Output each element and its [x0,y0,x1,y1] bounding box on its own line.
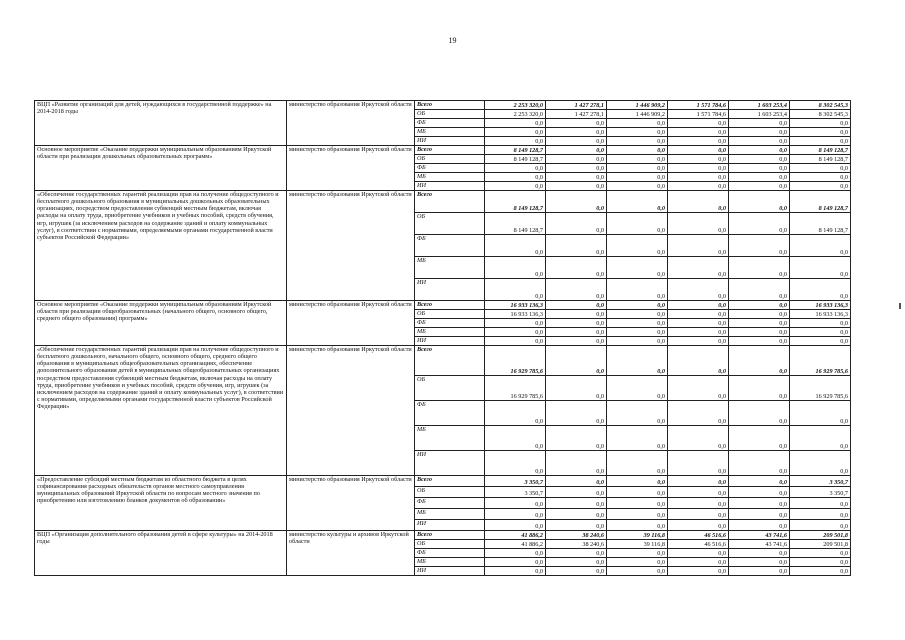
amount-cell: 0,0 [607,279,668,301]
amount-cell: 0,0 [607,476,668,487]
funding-source: Всего [415,346,485,376]
executor: министерство образования Иркутской области [287,476,415,531]
amount-cell: 0,0 [790,137,851,146]
measure-name: ВЦП «Развитие организаций для детей, нуждающихся в государственной поддержке» на 2014-2018 годы [35,101,287,146]
amount-cell: 0,0 [729,173,790,182]
amount-cell: 0,0 [668,451,729,476]
amount-cell: 0,0 [546,164,607,173]
amount-cell: 16 929 785,6 [485,346,546,376]
amount-cell: 0,0 [607,376,668,401]
funding-source: МБ [415,128,485,137]
amount-cell: 0,0 [485,164,546,173]
amount-cell: 0,0 [790,558,851,567]
funding-source: ИИ [415,279,485,301]
amount-cell: 0,0 [729,401,790,426]
amount-cell: 0,0 [607,128,668,137]
funding-source: МБ [415,328,485,337]
amount-cell: 0,0 [729,319,790,328]
amount-cell: 0,0 [668,337,729,346]
amount-cell: 0,0 [729,520,790,531]
amount-cell: 43 741,6 [729,531,790,540]
amount-cell: 0,0 [668,164,729,173]
amount-cell: 3 350,7 [485,487,546,498]
amount-cell: 0,0 [485,182,546,191]
amount-cell: 0,0 [790,164,851,173]
amount-cell: 0,0 [729,301,790,310]
amount-cell: 2 253 320,0 [485,110,546,119]
amount-cell: 0,0 [485,498,546,509]
amount-cell: 1 603 253,4 [729,101,790,110]
executor: министерство образования Иркутской области [287,346,415,476]
amount-cell: 0,0 [668,128,729,137]
amount-cell: 0,0 [607,520,668,531]
amount-cell: 0,0 [485,509,546,520]
amount-cell: 0,0 [485,328,546,337]
amount-cell: 0,0 [485,119,546,128]
amount-cell: 0,0 [729,346,790,376]
amount-cell: 0,0 [790,279,851,301]
amount-cell: 0,0 [668,487,729,498]
amount-cell: 0,0 [790,549,851,558]
margin-mark [899,303,901,309]
amount-cell: 0,0 [546,337,607,346]
amount-cell: 0,0 [668,476,729,487]
amount-cell: 0,0 [668,319,729,328]
amount-cell: 0,0 [546,301,607,310]
measure-name: «Предоставление субсидий местным бюджетам из областного бюджета в целях софинансирования расходных обязательств органов местного самоуправления муниципальных образований Иркутской области по вопросам местного значения по приобретению или изготовлению бланков документов об образовании» [35,476,287,531]
amount-cell: 0,0 [668,235,729,257]
funding-source: ИИ [415,182,485,191]
amount-cell: 0,0 [729,128,790,137]
amount-cell: 0,0 [668,173,729,182]
amount-cell: 16 933 136,3 [790,310,851,319]
funding-table [34,100,851,576]
amount-cell: 0,0 [485,128,546,137]
amount-cell: 0,0 [668,346,729,376]
amount-cell: 0,0 [790,426,851,451]
amount-cell: 0,0 [485,257,546,279]
amount-cell: 0,0 [790,173,851,182]
amount-cell: 0,0 [607,213,668,235]
amount-cell: 0,0 [729,328,790,337]
amount-cell: 0,0 [668,257,729,279]
amount-cell: 0,0 [790,257,851,279]
amount-cell: 0,0 [546,376,607,401]
amount-cell: 8 149 128,7 [485,146,546,155]
funding-source: ОБ [415,376,485,401]
executor: министерство образования Иркутской области [287,301,415,346]
amount-cell: 0,0 [790,235,851,257]
funding-source: ФБ [415,549,485,558]
table-row [35,191,851,213]
amount-cell: 16 929 785,6 [485,376,546,401]
amount-cell: 0,0 [668,213,729,235]
amount-cell: 0,0 [729,155,790,164]
amount-cell: 0,0 [790,337,851,346]
amount-cell: 0,0 [546,235,607,257]
amount-cell: 0,0 [546,173,607,182]
amount-cell: 0,0 [729,257,790,279]
table-row [35,476,851,487]
amount-cell: 0,0 [729,137,790,146]
amount-cell: 0,0 [607,498,668,509]
amount-cell: 0,0 [790,182,851,191]
amount-cell: 46 516,6 [668,540,729,549]
funding-source: ФБ [415,401,485,426]
amount-cell: 16 933 136,3 [790,301,851,310]
amount-cell: 0,0 [668,301,729,310]
amount-cell: 0,0 [607,173,668,182]
amount-cell: 0,0 [729,146,790,155]
amount-cell: 3 350,7 [790,487,851,498]
table-row [35,346,851,376]
amount-cell: 0,0 [729,337,790,346]
amount-cell: 0,0 [668,401,729,426]
funding-source: Всего [415,146,485,155]
amount-cell: 8 149 128,7 [790,155,851,164]
amount-cell: 16 929 785,6 [790,376,851,401]
measure-name: «Обеспечение государственных гарантий реализации прав на получение общедоступного и бесплатного дошкольного, начального общего, основного общего, среднего общего образования в муниципальных общеобразовательных организациях, обеспечение дополнительного образования детей в муниципальных общеобразовательных организациях посредством предоставления субвенций местным бюджетам, включая расходы на оплату труда, приобретение учебников и учебных пособий, средств обучения, игр, игрушек (за исключением расходов на содержание зданий и оплату коммунальных услуг), в соответствии с нормативами, определяемыми органами государственной власти субъектов Российской Федерации» [35,346,287,476]
amount-cell: 0,0 [729,549,790,558]
amount-cell: 8 149 128,7 [790,146,851,155]
amount-cell: 0,0 [546,558,607,567]
funding-source: ОБ [415,487,485,498]
amount-cell: 0,0 [668,155,729,164]
amount-cell: 0,0 [546,182,607,191]
measure-name: Основное мероприятие «Оказание поддержки муниципальным образованиям Иркутской области при реализации дошкольных образовательных программ» [35,146,287,191]
amount-cell: 0,0 [729,509,790,520]
amount-cell: 0,0 [668,182,729,191]
page-number: 19 [448,36,457,45]
amount-cell: 38 240,6 [546,540,607,549]
amount-cell: 1 571 784,6 [668,110,729,119]
amount-cell: 209 501,8 [790,531,851,540]
funding-source: ОБ [415,213,485,235]
amount-cell: 0,0 [729,451,790,476]
funding-source: МБ [415,509,485,520]
amount-cell: 0,0 [607,191,668,213]
amount-cell: 0,0 [790,509,851,520]
amount-cell: 0,0 [485,279,546,301]
amount-cell: 0,0 [668,119,729,128]
amount-cell: 0,0 [729,426,790,451]
amount-cell: 0,0 [607,257,668,279]
funding-source: МБ [415,426,485,451]
executor: министерство образования Иркутской области [287,191,415,301]
amount-cell: 0,0 [485,235,546,257]
funding-source: МБ [415,558,485,567]
funding-source: ОБ [415,540,485,549]
amount-cell: 1 446 909,2 [607,110,668,119]
amount-cell: 0,0 [607,155,668,164]
amount-cell: 0,0 [668,498,729,509]
funding-source: ФБ [415,164,485,173]
amount-cell: 0,0 [485,549,546,558]
funding-source: МБ [415,173,485,182]
funding-source: ФБ [415,319,485,328]
amount-cell: 0,0 [546,128,607,137]
amount-cell: 0,0 [668,310,729,319]
amount-cell: 1 603 253,4 [729,110,790,119]
amount-cell: 1 427 278,1 [546,101,607,110]
amount-cell: 0,0 [790,119,851,128]
amount-cell: 0,0 [607,487,668,498]
amount-cell: 0,0 [729,498,790,509]
amount-cell: 3 350,7 [485,476,546,487]
executor: министерство культуры и архивов Иркутской области [287,531,415,576]
amount-cell: 0,0 [607,146,668,155]
amount-cell: 1 427 278,1 [546,110,607,119]
amount-cell: 0,0 [607,346,668,376]
amount-cell: 0,0 [546,426,607,451]
amount-cell: 0,0 [790,401,851,426]
funding-source: Всего [415,301,485,310]
amount-cell: 0,0 [546,476,607,487]
amount-cell: 46 516,6 [668,531,729,540]
table-row [35,301,851,310]
amount-cell: 0,0 [668,509,729,520]
funding-source: ИИ [415,137,485,146]
amount-cell: 0,0 [607,451,668,476]
amount-cell: 0,0 [790,328,851,337]
amount-cell: 0,0 [668,426,729,451]
measure-name: ВЦП «Организация дополнительного образования детей в сфере культуры» на 2014-2018 годы [35,531,287,576]
amount-cell: 0,0 [668,558,729,567]
amount-cell: 39 116,8 [607,531,668,540]
funding-source: ИИ [415,520,485,531]
amount-cell: 0,0 [790,451,851,476]
amount-cell: 0,0 [790,128,851,137]
amount-cell: 0,0 [485,337,546,346]
amount-cell: 0,0 [668,146,729,155]
funding-source: ОБ [415,310,485,319]
amount-cell: 0,0 [485,137,546,146]
funding-source: ИИ [415,337,485,346]
amount-cell: 0,0 [729,310,790,319]
amount-cell: 0,0 [546,191,607,213]
amount-cell: 0,0 [607,509,668,520]
amount-cell: 8 149 128,7 [485,191,546,213]
amount-cell: 0,0 [607,558,668,567]
funding-source: Всего [415,476,485,487]
amount-cell: 0,0 [607,337,668,346]
amount-cell: 0,0 [607,328,668,337]
amount-cell: 0,0 [607,164,668,173]
amount-cell: 0,0 [546,346,607,376]
executor: министерство образования Иркутской области [287,101,415,146]
amount-cell: 0,0 [729,235,790,257]
amount-cell: 0,0 [729,164,790,173]
amount-cell: 0,0 [546,257,607,279]
amount-cell: 0,0 [485,567,546,576]
amount-cell: 0,0 [485,426,546,451]
amount-cell: 8 149 128,7 [485,213,546,235]
amount-cell: 1 446 909,2 [607,101,668,110]
amount-cell: 3 350,7 [790,476,851,487]
amount-cell: 8 302 545,3 [790,101,851,110]
amount-cell: 0,0 [607,549,668,558]
amount-cell: 0,0 [729,279,790,301]
amount-cell: 0,0 [668,549,729,558]
amount-cell: 0,0 [546,319,607,328]
table-row [35,101,851,110]
amount-cell: 0,0 [790,567,851,576]
amount-cell: 0,0 [546,498,607,509]
amount-cell: 0,0 [668,520,729,531]
amount-cell: 0,0 [485,401,546,426]
amount-cell: 0,0 [668,191,729,213]
amount-cell: 0,0 [729,558,790,567]
executor: министерство образования Иркутской области [287,146,415,191]
amount-cell: 41 886,2 [485,531,546,540]
amount-cell: 0,0 [546,509,607,520]
amount-cell: 0,0 [485,173,546,182]
amount-cell: 0,0 [607,119,668,128]
funding-source: ФБ [415,498,485,509]
amount-cell: 0,0 [546,520,607,531]
measure-name: «Обеспечение государственных гарантий реализации прав на получение общедоступного и бесплатного дошкольного образования в муниципальных дошкольных образовательных организациях, посредством предоставления субвенций местным бюджетам, включая расходы на оплату труда, приобретение учебников и учебных пособий, средств обучения, игр, игрушек (за исключением расходов на содержание зданий и оплату коммунальных услуг), в соответствии с нормативами, определяемыми органами государственной власти субъектов Российской Федерации» [35,191,287,301]
table-row [35,531,851,540]
amount-cell: 209 501,8 [790,540,851,549]
amount-cell: 0,0 [729,119,790,128]
measure-name: Основное мероприятие «Оказание поддержки муниципальным образованиям Иркутской области при реализации общеобразовательных (начального общего, основного общего, среднего общего образования) программ» [35,301,287,346]
amount-cell: 0,0 [546,155,607,164]
amount-cell: 0,0 [729,476,790,487]
funding-source: ФБ [415,119,485,128]
amount-cell: 0,0 [546,213,607,235]
funding-source: Всего [415,101,485,110]
amount-cell: 0,0 [668,137,729,146]
amount-cell: 0,0 [790,520,851,531]
amount-cell: 0,0 [607,401,668,426]
amount-cell: 38 240,6 [546,531,607,540]
amount-cell: 0,0 [729,182,790,191]
table-row [35,146,851,155]
amount-cell: 0,0 [485,451,546,476]
amount-cell: 0,0 [607,301,668,310]
amount-cell: 0,0 [546,567,607,576]
amount-cell: 0,0 [729,213,790,235]
amount-cell: 8 149 128,7 [790,191,851,213]
amount-cell: 0,0 [485,319,546,328]
amount-cell: 0,0 [546,137,607,146]
funding-source: Всего [415,531,485,540]
amount-cell: 43 741,6 [729,540,790,549]
amount-cell: 0,0 [729,191,790,213]
amount-cell: 8 149 128,7 [485,155,546,164]
amount-cell: 0,0 [790,319,851,328]
funding-source: ОБ [415,110,485,119]
amount-cell: 0,0 [607,137,668,146]
amount-cell: 1 571 784,6 [668,101,729,110]
amount-cell: 41 886,2 [485,540,546,549]
amount-cell: 0,0 [729,376,790,401]
amount-cell: 0,0 [546,119,607,128]
amount-cell: 0,0 [485,520,546,531]
amount-cell: 0,0 [546,279,607,301]
funding-source: МБ [415,257,485,279]
amount-cell: 0,0 [607,426,668,451]
amount-cell: 39 116,8 [607,540,668,549]
amount-cell: 0,0 [668,376,729,401]
amount-cell: 0,0 [729,567,790,576]
amount-cell: 0,0 [485,558,546,567]
amount-cell: 8 302 545,3 [790,110,851,119]
amount-cell: 0,0 [607,319,668,328]
amount-cell: 0,0 [607,310,668,319]
amount-cell: 16 933 136,3 [485,310,546,319]
amount-cell: 0,0 [607,182,668,191]
funding-source: ИИ [415,567,485,576]
amount-cell: 0,0 [546,487,607,498]
funding-source: ФБ [415,235,485,257]
amount-cell: 0,0 [668,328,729,337]
funding-source: ИИ [415,451,485,476]
amount-cell: 0,0 [668,567,729,576]
amount-cell: 16 929 785,6 [790,346,851,376]
amount-cell: 0,0 [546,401,607,426]
amount-cell: 8 149 128,7 [790,213,851,235]
amount-cell: 0,0 [546,451,607,476]
amount-cell: 0,0 [546,328,607,337]
amount-cell: 0,0 [790,498,851,509]
amount-cell: 0,0 [546,549,607,558]
amount-cell: 2 253 320,0 [485,101,546,110]
amount-cell: 0,0 [729,487,790,498]
amount-cell: 0,0 [546,146,607,155]
amount-cell: 0,0 [607,235,668,257]
amount-cell: 0,0 [668,279,729,301]
amount-cell: 16 933 136,3 [485,301,546,310]
amount-cell: 0,0 [546,310,607,319]
funding-source: ОБ [415,155,485,164]
amount-cell: 0,0 [607,567,668,576]
funding-source: Всего [415,191,485,213]
